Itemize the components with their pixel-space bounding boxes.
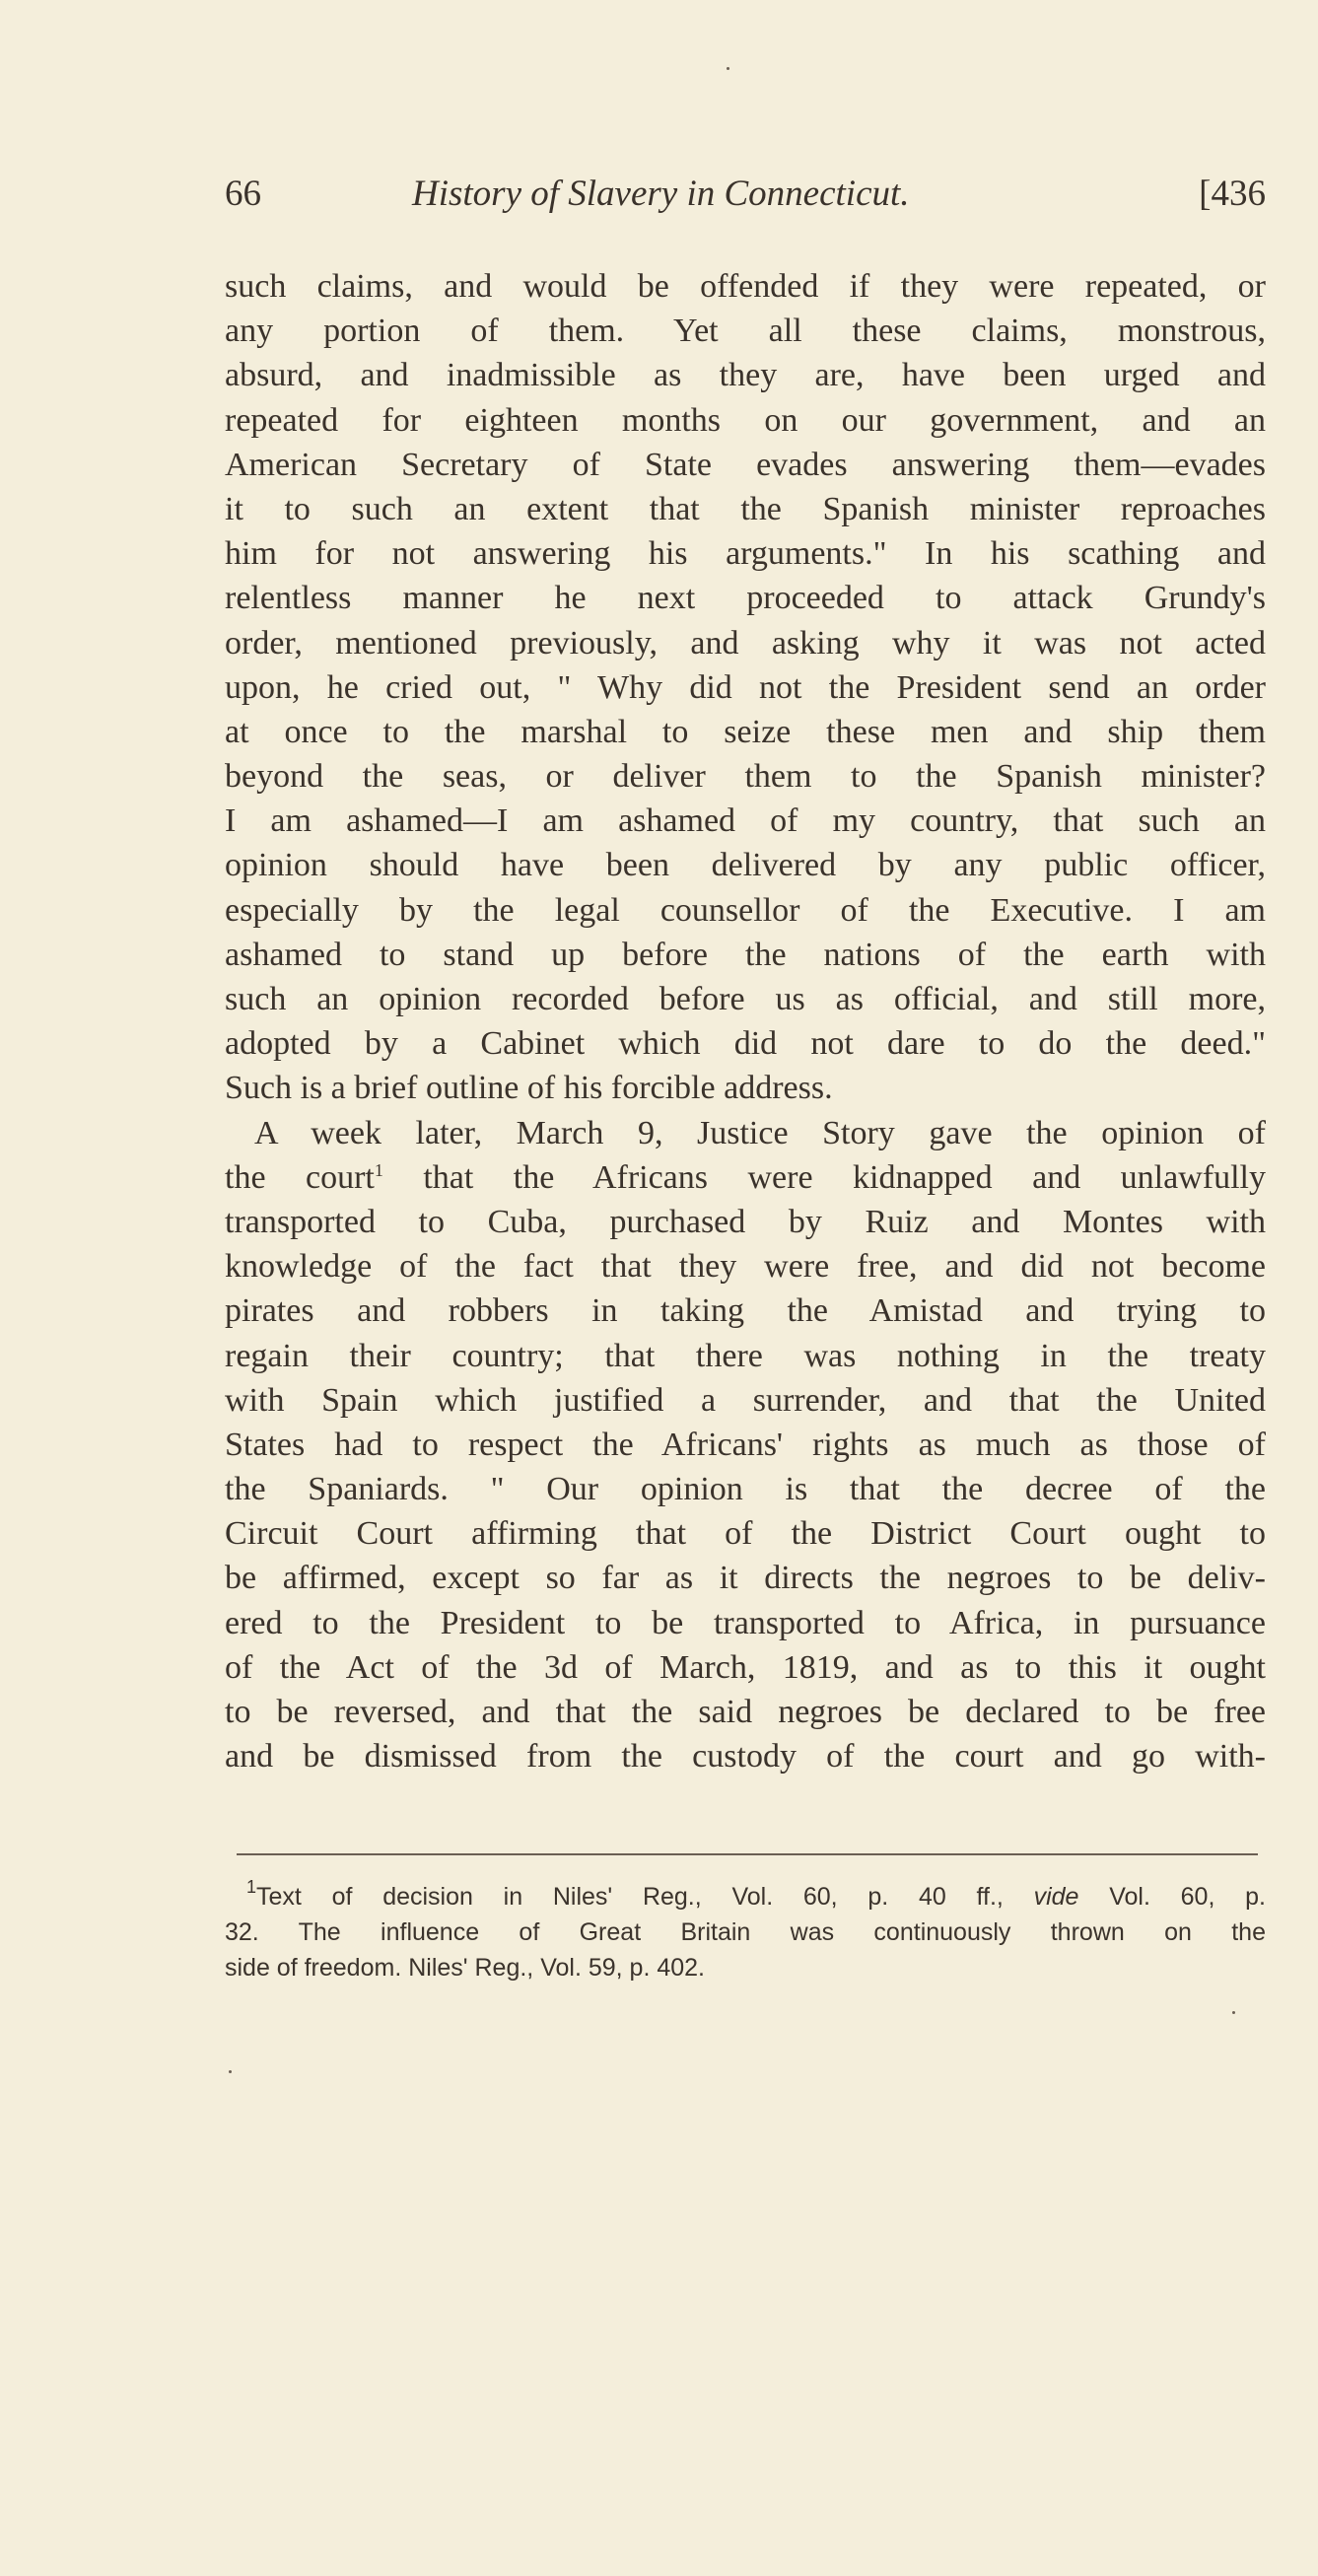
text-line: transported to Cuba, purchased by Ruiz and Montes with <box>225 1203 1266 1240</box>
footnote-line: 32. The influence of Great Britain was continuously thrown on the <box>225 1918 1266 1946</box>
text-line: States had to respect the Africans' rights as much as those of <box>225 1426 1266 1463</box>
page-number: 66 <box>225 174 261 214</box>
page-header <box>225 173 1266 232</box>
text-line: I am ashamed—I am ashamed of my country, that such an <box>225 802 1266 840</box>
text-line: any portion of them. Yet all these claims, monstrous, <box>225 313 1266 350</box>
chapter-marker: [436 <box>1199 174 1266 214</box>
paper-speck <box>1232 2011 1235 2014</box>
paragraph-2 <box>225 1111 1266 1779</box>
text-line: A week later, March 9, Justice Story gave the opinion of <box>254 1114 1266 1151</box>
text-line: American Secretary of State evades answering them—evades <box>225 446 1266 483</box>
text-line: pirates and robbers in taking the Amistad and trying to <box>225 1292 1266 1330</box>
paper-speck <box>229 2070 232 2073</box>
footnote-text-italic: vide <box>1033 1883 1079 1911</box>
footnote-text: Vol. 60, p. <box>1078 1883 1266 1911</box>
text-line: beyond the seas, or deliver them to the Spanish minister? <box>225 758 1266 796</box>
text-line: to be reversed, and that the said negroes be declared to be free <box>225 1694 1266 1730</box>
text-line: such claims, and would be offended if they were repeated, or <box>225 268 1266 305</box>
text-fragment: the court <box>225 1158 375 1196</box>
text-line: ered to the President to be transported to Africa, in pursuance <box>225 1604 1266 1641</box>
footnote-text: Text of decision in Niles' Reg., Vol. 60, p. 40 ff., <box>256 1883 1034 1911</box>
text-line: the Spaniards. " Our opinion is that the decree of the <box>225 1471 1266 1508</box>
paper-speck <box>727 67 729 70</box>
text-line: at once to the marshal to seize these men and ship them <box>225 713 1266 750</box>
text-line: with Spain which justified a surrender, and that the United <box>225 1381 1266 1419</box>
text-line: adopted by a Cabinet which did not dare to do the deed." <box>225 1025 1266 1063</box>
body-text <box>225 264 1266 1778</box>
text-line: especially by the legal counsellor of the Executive. I am <box>225 891 1266 929</box>
text-line: Such is a brief outline of his forcible address. <box>225 1070 833 1107</box>
running-title: History of Slavery in Connecticut. <box>412 174 910 214</box>
text-line: order, mentioned previously, and asking why it was not acted <box>225 624 1266 661</box>
text-line: and be dismissed from the custody of the court and go with- <box>225 1738 1266 1775</box>
text-line: knowledge of the fact that they were free, and did not become <box>225 1248 1266 1286</box>
footnote-reference[interactable]: 1 <box>374 1159 383 1180</box>
footnote-marker: 1 <box>246 1877 257 1897</box>
text-line: regain their country; that there was nothing in the treaty <box>225 1337 1266 1374</box>
text-line: such an opinion recorded before us as official, and still more, <box>225 981 1266 1017</box>
text-line: relentless manner he next proceeded to attack Grundy's <box>225 580 1266 617</box>
text-line: be affirmed, except so far as it directs the negroes to be deliv- <box>225 1560 1266 1597</box>
text-line: him for not answering his arguments." In his scathing and <box>225 535 1266 573</box>
text-line: upon, he cried out, " Why did not the President send an order <box>225 668 1266 706</box>
text-line: absurd, and inadmissible as they are, have been urged and <box>225 357 1266 394</box>
footnote-line <box>225 1879 1266 1915</box>
paragraph-1 <box>225 264 1266 1111</box>
text-line: Circuit Court affirming that of the District Court ought to <box>225 1515 1266 1553</box>
text-fragment: that the Africans were kidnapped and unlawfully <box>382 1158 1266 1196</box>
text-line: it to such an extent that the Spanish minister reproaches <box>225 490 1266 527</box>
footnote-line: side of freedom. Niles' Reg., Vol. 59, p. 402. <box>225 1954 705 1982</box>
text-line: opinion should have been delivered by any public officer, <box>225 847 1266 884</box>
text-line: of the Act of the 3d of March, 1819, and as to this it ought <box>225 1648 1266 1686</box>
text-line: repeated for eighteen months on our government, and an <box>225 401 1266 439</box>
text-line <box>225 1155 1266 1200</box>
text-line: ashamed to stand up before the nations of the earth with <box>225 936 1266 973</box>
footnote-divider <box>237 1853 1258 1855</box>
footnote-section <box>225 1879 1266 1985</box>
